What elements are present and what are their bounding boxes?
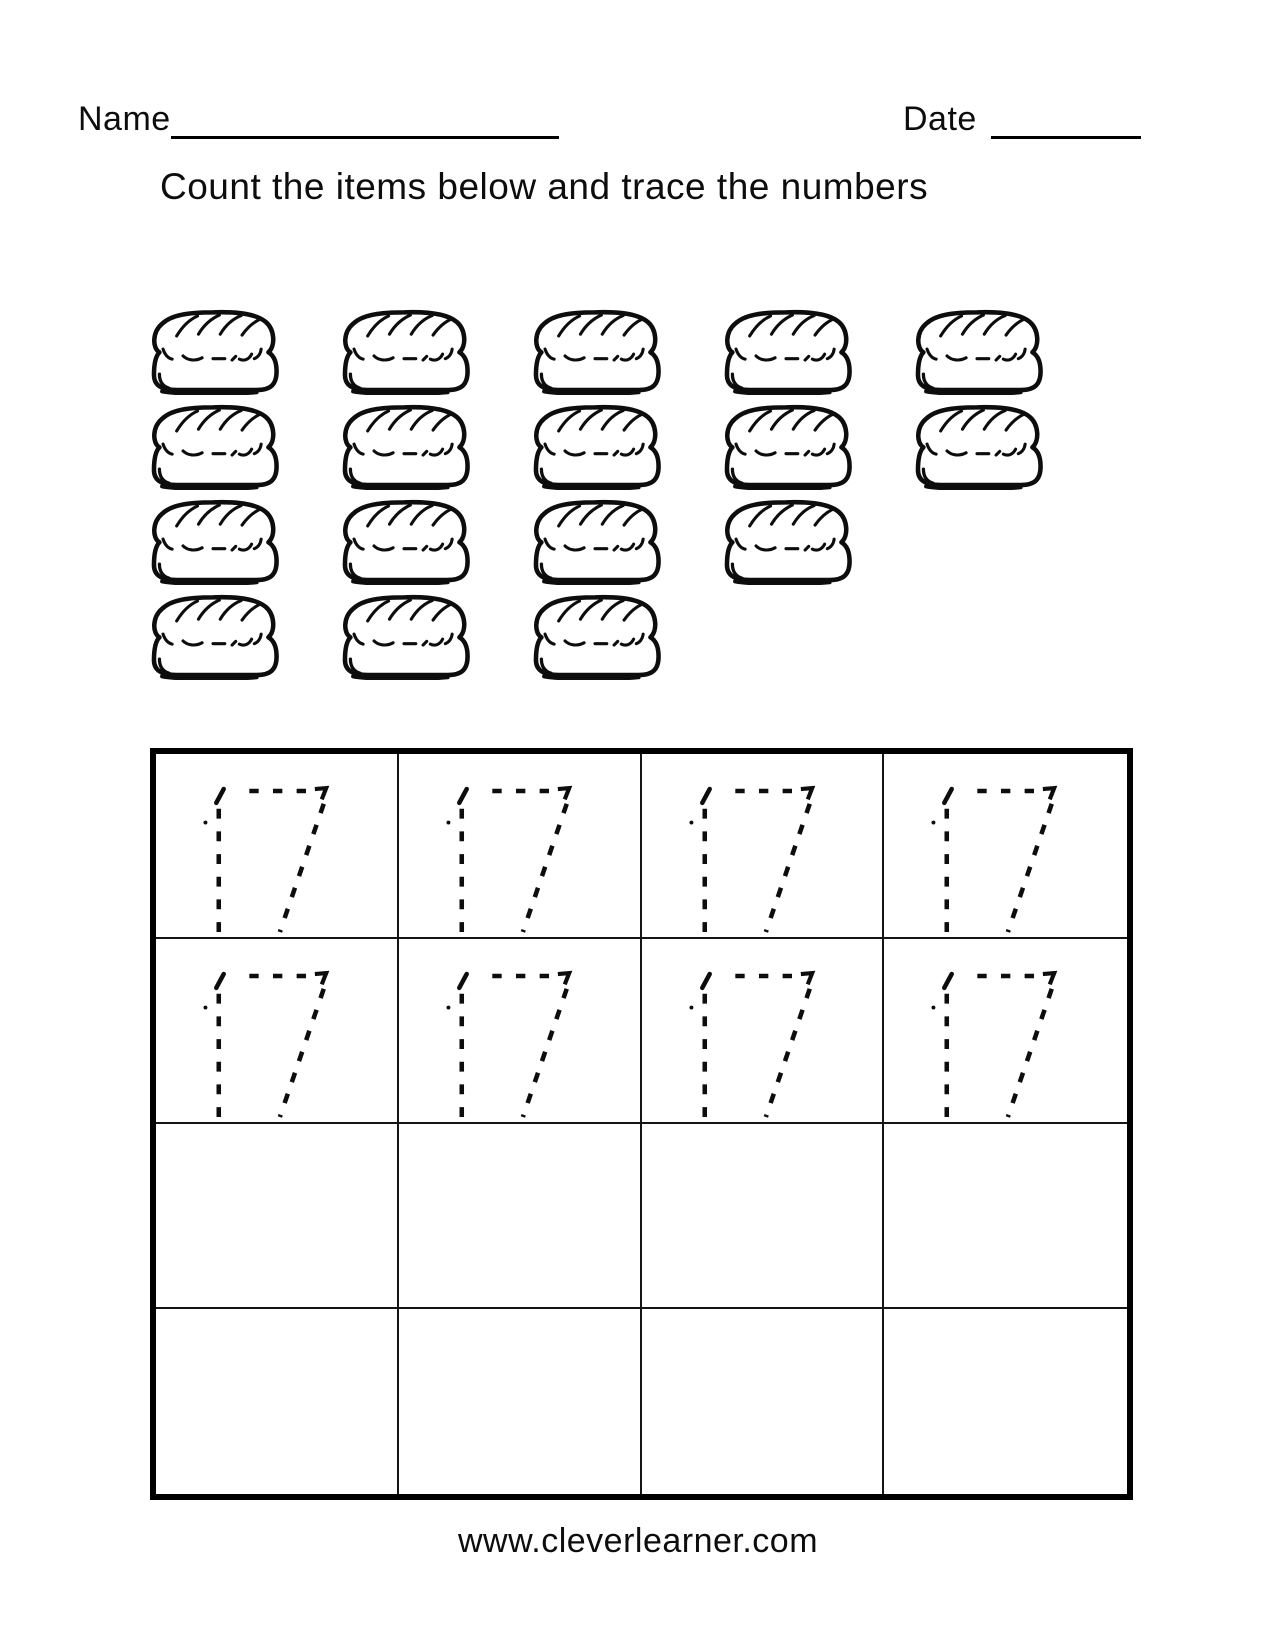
number-trace-grid	[150, 748, 1133, 1500]
trace-number-17[interactable]	[930, 784, 1068, 937]
date-input-line[interactable]	[991, 101, 1141, 139]
empty-practice-cell[interactable]	[884, 1309, 1127, 1494]
trace-number-17[interactable]	[688, 969, 826, 1122]
trace-cell-17[interactable]	[156, 939, 399, 1124]
trace-number-17[interactable]	[202, 969, 340, 1122]
trace-number-17[interactable]	[688, 784, 826, 937]
footer-url: www.cleverlearner.com	[457, 1522, 819, 1560]
empty-practice-cell[interactable]	[642, 1124, 885, 1309]
bread-row	[140, 496, 1050, 585]
empty-practice-cell[interactable]	[399, 1309, 642, 1494]
bread-loaf-icon	[140, 496, 286, 585]
bread-items-grid	[140, 306, 1050, 680]
trace-number-17[interactable]	[930, 969, 1068, 1122]
bread-loaf-icon	[140, 306, 286, 395]
empty-practice-cell[interactable]	[156, 1124, 399, 1309]
bread-row	[140, 401, 1050, 490]
bread-loaf-icon	[522, 591, 668, 680]
trace-cell-17[interactable]	[884, 754, 1127, 939]
trace-cell-17[interactable]	[884, 939, 1127, 1124]
empty-practice-cell[interactable]	[156, 1309, 399, 1494]
name-field	[78, 100, 559, 139]
bread-loaf-icon	[331, 306, 477, 395]
page-title: Count the items below and trace the numbers	[160, 166, 929, 207]
bread-loaf-icon	[331, 496, 477, 585]
bread-loaf-icon	[331, 401, 477, 490]
bread-loaf-icon	[713, 496, 859, 585]
trace-cell-17[interactable]	[642, 754, 885, 939]
trace-cell-17[interactable]	[642, 939, 885, 1124]
empty-practice-cell[interactable]	[399, 1124, 642, 1309]
empty-practice-cell[interactable]	[642, 1309, 885, 1494]
date-label: Date	[903, 100, 977, 138]
name-label: Name	[78, 100, 171, 138]
trace-cell-17[interactable]	[399, 754, 642, 939]
bread-loaf-icon	[713, 306, 859, 395]
date-field	[903, 100, 1141, 139]
bread-row	[140, 591, 1050, 680]
bread-loaf-icon	[904, 306, 1050, 395]
trace-cell-17[interactable]	[399, 939, 642, 1124]
bread-loaf-icon	[713, 401, 859, 490]
bread-loaf-icon	[522, 496, 668, 585]
empty-practice-cell[interactable]	[884, 1124, 1127, 1309]
bread-row	[140, 306, 1050, 395]
trace-cell-17[interactable]	[156, 754, 399, 939]
trace-number-17[interactable]	[445, 784, 583, 937]
bread-loaf-icon	[331, 591, 477, 680]
bread-loaf-icon	[140, 591, 286, 680]
trace-number-17[interactable]	[202, 784, 340, 937]
bread-loaf-icon	[140, 401, 286, 490]
bread-loaf-icon	[522, 401, 668, 490]
name-input-line[interactable]	[171, 101, 559, 139]
bread-loaf-icon	[904, 401, 1050, 490]
bread-loaf-icon	[522, 306, 668, 395]
trace-number-17[interactable]	[445, 969, 583, 1122]
